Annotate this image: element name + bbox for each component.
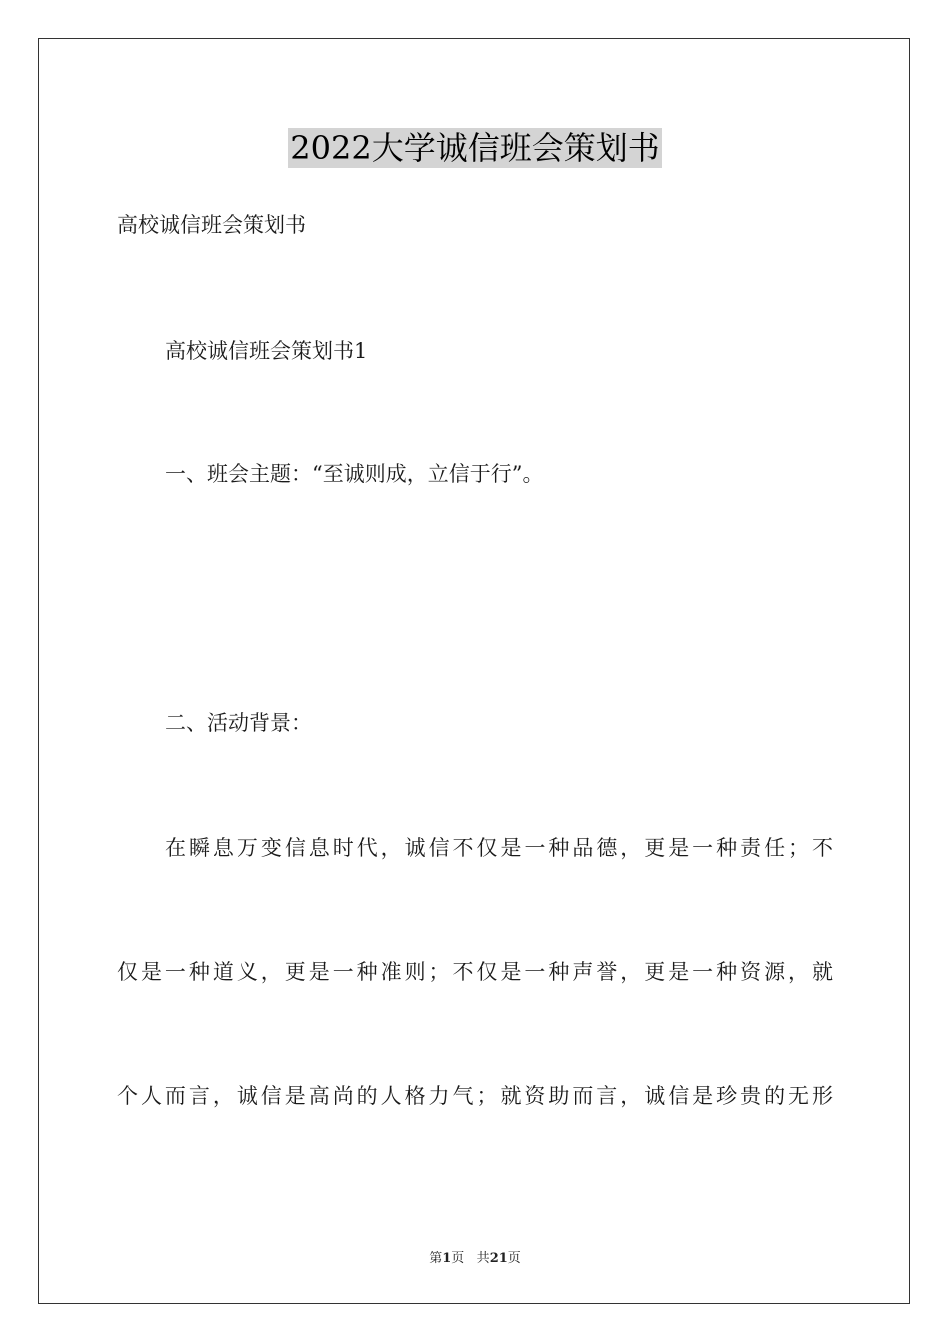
body-line-3: 个人而言，诚信是高尚的人格力气；就资助而言，诚信是珍贵的无形	[117, 1084, 833, 1108]
section-heading-1: 高校诚信班会策划书1	[165, 339, 368, 363]
title-container	[0, 128, 950, 168]
footer-total-prefix: 共	[476, 1251, 490, 1266]
footer-page-suffix: 页	[451, 1251, 465, 1266]
document-title: 2022大学诚信班会策划书	[290, 129, 660, 167]
page-footer	[0, 1247, 950, 1266]
background-heading: 二、活动背景：	[165, 711, 312, 735]
footer-total-suffix: 页	[507, 1251, 521, 1266]
footer-page-number: 1	[442, 1251, 452, 1266]
theme-paragraph: 一、班会主题：“至诚则成，立信于行”。	[165, 462, 544, 486]
body-line-2: 仅是一种道义，更是一种准则；不仅是一种声誉，更是一种资源，就	[117, 960, 833, 984]
document-subtitle: 高校诚信班会策划书	[117, 213, 306, 237]
body-line-1: 在瞬息万变信息时代，诚信不仅是一种品德，更是一种责任；不	[165, 836, 833, 860]
footer-total-pages: 21	[489, 1251, 508, 1266]
footer-page-prefix: 第	[429, 1251, 443, 1266]
